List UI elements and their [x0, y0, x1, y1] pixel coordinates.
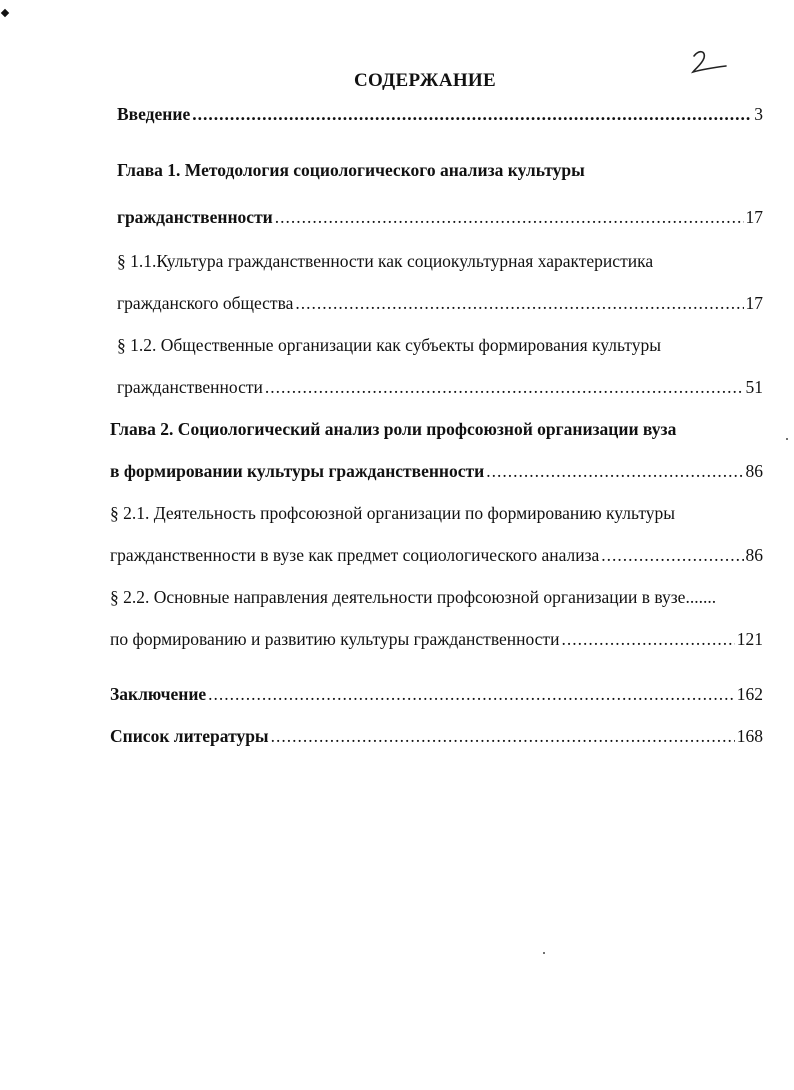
dot-leader — [486, 460, 743, 482]
toc-page-number: 168 — [736, 726, 763, 746]
dot-leader — [295, 292, 743, 314]
toc-section-2-1-line-2 — [110, 544, 763, 566]
toc-chapter-2-line-1 — [110, 418, 676, 440]
toc-page-number: 86 — [745, 545, 763, 565]
dot-leader — [601, 544, 743, 566]
toc-entry-text: Заключение — [110, 684, 207, 704]
toc-entry-text: в формировании культуры гражданственности — [110, 461, 485, 481]
toc-entry-bibliography — [110, 725, 763, 747]
page-title: СОДЕРЖАНИЕ — [354, 70, 496, 91]
toc-entry-text: по формированию и развитию культуры гражданственности — [110, 629, 560, 649]
dot-leader — [561, 628, 734, 650]
dot-leader — [208, 683, 735, 705]
toc-page-number: 162 — [736, 684, 763, 704]
toc-page-number: 51 — [745, 377, 763, 397]
toc-entry-text: гражданственности — [117, 207, 273, 227]
toc-section-1-1-line-2 — [117, 292, 763, 314]
toc-entry-text: § 2.2. Основные направления деятельности профсоюзной организации в вузе....... — [110, 587, 717, 607]
dot-leader — [271, 725, 735, 747]
scan-corner-mark — [1, 9, 9, 17]
toc-entry-text: § 2.1. Деятельность профсоюзной организации по формированию культуры — [110, 503, 675, 523]
toc-entry-text: гражданского общества — [117, 293, 294, 313]
toc-entry-text: Глава 2. Социологический анализ роли профсоюзной организации вуза — [110, 419, 677, 439]
toc-section-2-2-line-2 — [110, 628, 763, 650]
scan-speck — [786, 438, 788, 440]
toc-section-1-1-line-1 — [117, 250, 653, 272]
dot-leader — [265, 376, 744, 398]
toc-entry-text: гражданственности — [117, 377, 263, 397]
toc-entry-text: § 1.1.Культура гражданственности как социокультурная характеристика — [117, 251, 654, 271]
toc-page-number: 17 — [745, 293, 763, 313]
toc-entry-conclusion — [110, 683, 763, 705]
toc-section-1-2-line-2 — [117, 376, 763, 398]
dot-leader — [192, 103, 752, 125]
toc-entry-text: § 1.2. Общественные организации как субъекты формирования культуры — [117, 335, 661, 355]
toc-entry-text: Список литературы — [110, 726, 269, 746]
toc-section-1-2-line-1 — [117, 334, 661, 356]
dot-leader — [275, 206, 744, 228]
toc-section-2-1-line-1 — [110, 502, 675, 524]
toc-entry-text: гражданственности в вузе как предмет социологического анализа — [110, 545, 600, 565]
toc-page-number: 17 — [745, 207, 763, 227]
toc-chapter-1-line-1 — [117, 159, 585, 181]
toc-chapter-1-line-2 — [117, 206, 763, 228]
toc-page-number: 86 — [745, 461, 763, 481]
toc-entry-text: Глава 1. Методология социологического анализа культуры — [117, 160, 585, 180]
toc-section-2-2-line-1 — [110, 586, 716, 608]
toc-chapter-2-line-2 — [110, 460, 763, 482]
toc-page-number: 121 — [736, 629, 763, 649]
toc-entry-text: Введение — [117, 104, 191, 124]
toc-entry-intro — [117, 103, 763, 125]
toc-page-number: 3 — [754, 104, 763, 124]
scan-speck — [543, 952, 545, 954]
